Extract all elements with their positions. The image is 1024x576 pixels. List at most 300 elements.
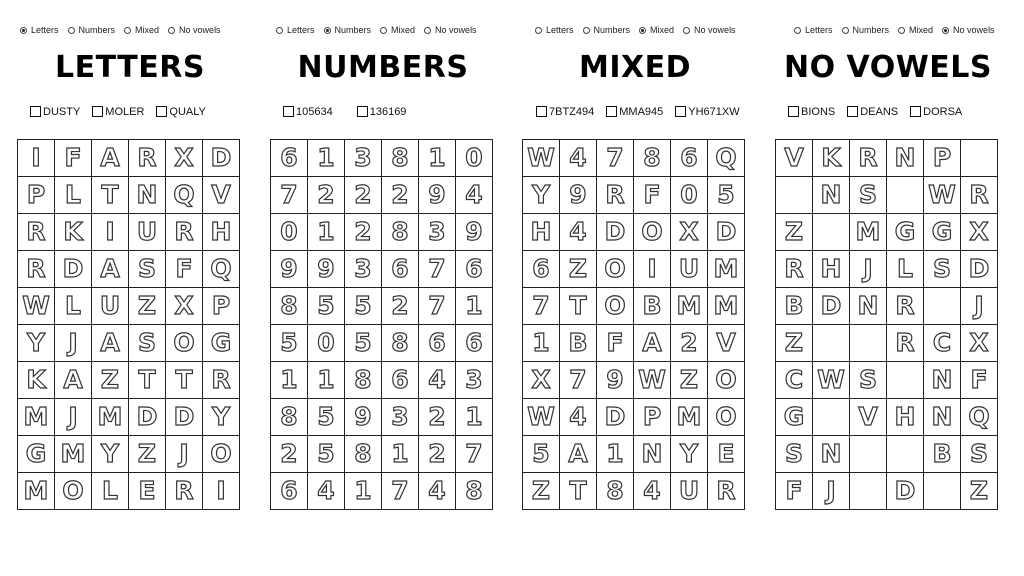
grid-cell[interactable] (813, 399, 850, 436)
grid-cell[interactable] (961, 140, 998, 177)
grid-cell[interactable] (776, 214, 813, 251)
radio-label: Mixed (135, 25, 160, 35)
cell-character: 1 (606, 439, 624, 468)
checkbox-icon[interactable] (847, 106, 858, 117)
grid-cell[interactable] (634, 325, 671, 362)
grid-cell[interactable] (850, 436, 887, 473)
grid-cell[interactable] (92, 251, 129, 288)
cell-character: R (858, 143, 878, 172)
grid-cell[interactable] (523, 325, 560, 362)
grid-cell[interactable] (850, 399, 887, 436)
word-item[interactable] (156, 106, 205, 118)
grid-cell[interactable] (708, 399, 745, 436)
grid-cell[interactable] (634, 140, 671, 177)
radio-no-vowels[interactable] (683, 25, 736, 35)
grid-cell[interactable] (55, 399, 92, 436)
grid-cell[interactable] (456, 362, 493, 399)
grid-cell[interactable] (203, 362, 240, 399)
grid-cell[interactable] (92, 177, 129, 214)
grid-cell[interactable] (776, 436, 813, 473)
checkbox-icon[interactable] (156, 106, 167, 117)
grid-cell[interactable] (92, 288, 129, 325)
grid-cell[interactable] (597, 325, 634, 362)
word-item[interactable] (675, 106, 739, 118)
word-item[interactable] (606, 106, 663, 118)
grid-cell[interactable] (634, 399, 671, 436)
grid-cell[interactable] (961, 251, 998, 288)
grid-cell[interactable] (850, 251, 887, 288)
grid-cell[interactable] (887, 436, 924, 473)
grid-cell[interactable] (776, 288, 813, 325)
grid-cell[interactable] (129, 325, 166, 362)
grid-cell[interactable] (523, 362, 560, 399)
grid-cell[interactable] (456, 399, 493, 436)
cell-character: C (784, 365, 804, 394)
grid-cell[interactable] (813, 177, 850, 214)
grid-cell[interactable] (924, 362, 961, 399)
grid-cell[interactable] (560, 399, 597, 436)
grid-cell[interactable] (597, 177, 634, 214)
grid-cell[interactable] (924, 436, 961, 473)
grid-cell[interactable] (924, 214, 961, 251)
cell-character: X (969, 328, 989, 357)
grid-cell[interactable] (129, 436, 166, 473)
radio-mixed[interactable] (639, 25, 674, 35)
panel-title: MIXED (578, 50, 692, 85)
grid-cell[interactable] (271, 214, 308, 251)
grid-cell[interactable] (924, 177, 961, 214)
grid-cell[interactable] (924, 325, 961, 362)
grid-cell[interactable] (419, 362, 456, 399)
grid-cell[interactable] (597, 140, 634, 177)
grid-cell[interactable] (813, 214, 850, 251)
grid-cell[interactable] (634, 251, 671, 288)
grid-cell[interactable] (345, 473, 382, 510)
grid-cell[interactable] (308, 436, 345, 473)
grid-cell[interactable] (92, 399, 129, 436)
grid-cell[interactable] (456, 251, 493, 288)
grid-cell[interactable] (887, 362, 924, 399)
radio-numbers[interactable] (324, 25, 372, 35)
grid-cell[interactable] (597, 362, 634, 399)
grid-cell[interactable] (419, 251, 456, 288)
grid-cell[interactable] (634, 473, 671, 510)
grid-cell[interactable] (166, 288, 203, 325)
grid-cell[interactable] (203, 473, 240, 510)
checkbox-icon[interactable] (92, 106, 103, 117)
radio-letters[interactable] (276, 25, 315, 35)
grid-cell[interactable] (308, 325, 345, 362)
grid-cell[interactable] (708, 251, 745, 288)
grid-cell[interactable] (203, 288, 240, 325)
grid-cell[interactable] (708, 288, 745, 325)
grid-cell[interactable] (271, 140, 308, 177)
grid-cell[interactable] (271, 251, 308, 288)
grid-cell[interactable] (18, 140, 55, 177)
grid-cell[interactable] (813, 362, 850, 399)
grid-cell[interactable] (382, 399, 419, 436)
grid-cell[interactable] (419, 214, 456, 251)
grid-cell[interactable] (92, 325, 129, 362)
grid-cell[interactable] (850, 140, 887, 177)
grid-cell[interactable] (456, 473, 493, 510)
grid-cell[interactable] (345, 325, 382, 362)
grid-cell[interactable] (708, 362, 745, 399)
grid-cell[interactable] (850, 214, 887, 251)
grid-cell[interactable] (129, 362, 166, 399)
grid-cell[interactable] (456, 140, 493, 177)
radio-no-vowels[interactable] (424, 25, 477, 35)
grid-cell[interactable] (345, 288, 382, 325)
grid-cell[interactable] (708, 177, 745, 214)
checkbox-icon[interactable] (357, 106, 368, 117)
grid-cell[interactable] (18, 288, 55, 325)
grid-cell[interactable] (634, 436, 671, 473)
grid-cell[interactable] (166, 140, 203, 177)
radio-label: Numbers (334, 25, 372, 35)
grid-cell[interactable] (597, 288, 634, 325)
grid-cell[interactable] (18, 251, 55, 288)
grid-cell[interactable] (597, 473, 634, 510)
radio-label: Letters (31, 25, 59, 35)
grid-cell[interactable] (776, 325, 813, 362)
grid-cell[interactable] (203, 399, 240, 436)
grid-cell[interactable] (560, 140, 597, 177)
grid-cell[interactable] (166, 436, 203, 473)
grid-cell[interactable] (203, 140, 240, 177)
grid-cell[interactable] (887, 177, 924, 214)
radio-letters[interactable] (794, 25, 833, 35)
grid-cell[interactable] (708, 140, 745, 177)
grid-cell[interactable] (708, 473, 745, 510)
cell-character: 7 (428, 291, 446, 320)
grid-cell[interactable] (271, 436, 308, 473)
grid-cell[interactable] (597, 251, 634, 288)
grid-cell[interactable] (887, 251, 924, 288)
grid-cell[interactable] (382, 177, 419, 214)
grid-cell[interactable] (203, 251, 240, 288)
grid-cell[interactable] (308, 251, 345, 288)
grid-cell[interactable] (671, 436, 708, 473)
grid-cell[interactable] (671, 325, 708, 362)
radio-numbers[interactable] (68, 25, 116, 35)
grid-cell[interactable] (708, 436, 745, 473)
grid-cell[interactable] (308, 362, 345, 399)
grid-cell[interactable] (166, 399, 203, 436)
checkbox-icon[interactable] (606, 106, 617, 117)
grid-cell[interactable] (776, 473, 813, 510)
word-item[interactable] (30, 106, 80, 118)
grid-cell[interactable] (887, 399, 924, 436)
grid-cell[interactable] (18, 436, 55, 473)
grid-cell[interactable] (776, 251, 813, 288)
radio-no-vowels[interactable] (168, 25, 221, 35)
grid-cell[interactable] (671, 177, 708, 214)
checkbox-icon[interactable] (788, 106, 799, 117)
word-item[interactable] (847, 106, 898, 118)
grid-cell[interactable] (523, 177, 560, 214)
grid-cell[interactable] (92, 436, 129, 473)
radio-mixed[interactable] (124, 25, 159, 35)
grid-cell[interactable] (345, 436, 382, 473)
grid-row (18, 177, 240, 214)
grid-cell[interactable] (55, 288, 92, 325)
grid-cell[interactable] (382, 288, 419, 325)
grid-cell[interactable] (671, 251, 708, 288)
grid-cell[interactable] (382, 436, 419, 473)
grid-cell[interactable] (961, 436, 998, 473)
grid-cell[interactable] (560, 436, 597, 473)
cell-character: H (894, 402, 916, 431)
grid-cell[interactable] (55, 140, 92, 177)
grid-cell[interactable] (166, 177, 203, 214)
grid-cell[interactable] (560, 325, 597, 362)
grid-cell[interactable] (419, 288, 456, 325)
word-item[interactable] (788, 106, 835, 118)
grid-cell[interactable] (456, 288, 493, 325)
grid-cell[interactable] (776, 177, 813, 214)
grid-cell[interactable] (166, 251, 203, 288)
grid-cell[interactable] (961, 473, 998, 510)
grid-cell[interactable] (18, 177, 55, 214)
grid-cell[interactable] (850, 325, 887, 362)
grid-cell[interactable] (419, 399, 456, 436)
grid-cell[interactable] (523, 436, 560, 473)
radio-numbers[interactable] (842, 25, 890, 35)
grid-cell[interactable] (129, 288, 166, 325)
grid-cell[interactable] (271, 399, 308, 436)
grid-cell[interactable] (203, 436, 240, 473)
grid-cell[interactable] (345, 140, 382, 177)
grid-cell[interactable] (345, 399, 382, 436)
grid-cell[interactable] (55, 251, 92, 288)
grid-cell[interactable] (308, 214, 345, 251)
grid-cell[interactable] (456, 177, 493, 214)
grid-cell[interactable] (308, 140, 345, 177)
checkbox-icon[interactable] (675, 106, 686, 117)
cell-character: O (210, 439, 232, 468)
grid-cell[interactable] (92, 140, 129, 177)
grid-cell[interactable] (166, 325, 203, 362)
grid-cell[interactable] (813, 288, 850, 325)
grid-cell[interactable] (813, 436, 850, 473)
checkbox-icon[interactable] (536, 106, 547, 117)
grid-cell[interactable] (887, 214, 924, 251)
grid-cell[interactable] (271, 473, 308, 510)
grid-cell[interactable] (129, 251, 166, 288)
grid-cell[interactable] (634, 288, 671, 325)
grid-cell[interactable] (887, 325, 924, 362)
grid-cell[interactable] (129, 399, 166, 436)
grid-cell[interactable] (523, 214, 560, 251)
grid-cell[interactable] (308, 399, 345, 436)
grid-cell[interactable] (271, 362, 308, 399)
grid-cell[interactable] (708, 325, 745, 362)
grid-cell[interactable] (634, 362, 671, 399)
grid-cell[interactable] (18, 399, 55, 436)
grid-cell[interactable] (419, 177, 456, 214)
grid-cell[interactable] (850, 288, 887, 325)
grid-cell[interactable] (271, 288, 308, 325)
grid-cell[interactable] (523, 288, 560, 325)
grid-cell[interactable] (776, 399, 813, 436)
grid-cell[interactable] (345, 251, 382, 288)
word-item[interactable] (910, 106, 962, 118)
word-item[interactable] (92, 106, 144, 118)
radio-letters[interactable] (20, 25, 59, 35)
grid-cell[interactable] (887, 288, 924, 325)
grid-cell[interactable] (671, 473, 708, 510)
grid-cell[interactable] (92, 214, 129, 251)
grid-cell[interactable] (813, 473, 850, 510)
grid-cell[interactable] (166, 214, 203, 251)
grid-cell[interactable] (924, 288, 961, 325)
grid-cell[interactable] (560, 362, 597, 399)
grid-cell[interactable] (924, 399, 961, 436)
checkbox-icon[interactable] (30, 106, 41, 117)
cell-character: Y (26, 328, 46, 357)
grid-cell[interactable] (419, 325, 456, 362)
grid-cell[interactable] (597, 214, 634, 251)
grid-cell[interactable] (961, 325, 998, 362)
radio-label: Mixed (909, 25, 934, 35)
grid-cell[interactable] (456, 436, 493, 473)
grid-cell[interactable] (203, 177, 240, 214)
grid-cell[interactable] (55, 473, 92, 510)
grid-cell[interactable] (961, 177, 998, 214)
grid-cell[interactable] (55, 325, 92, 362)
grid-row (18, 140, 240, 177)
grid-cell[interactable] (671, 399, 708, 436)
grid-cell[interactable] (671, 214, 708, 251)
grid-cell[interactable] (55, 436, 92, 473)
grid-cell[interactable] (961, 362, 998, 399)
grid-cell[interactable] (924, 251, 961, 288)
word-item[interactable] (357, 106, 407, 118)
word-item[interactable] (536, 106, 594, 118)
grid-cell[interactable] (634, 177, 671, 214)
cell-character: F (175, 254, 193, 283)
grid-cell[interactable] (961, 288, 998, 325)
grid-cell[interactable] (271, 177, 308, 214)
grid-cell[interactable] (776, 140, 813, 177)
grid-cell[interactable] (18, 214, 55, 251)
grid-cell[interactable] (634, 214, 671, 251)
cell-character: P (26, 180, 46, 209)
radio-numbers[interactable] (583, 25, 631, 35)
radio-label: Numbers (852, 25, 890, 35)
grid-cell[interactable] (961, 399, 998, 436)
grid-cell[interactable] (776, 362, 813, 399)
grid-cell[interactable] (813, 140, 850, 177)
grid-cell[interactable] (456, 214, 493, 251)
grid-cell[interactable] (419, 473, 456, 510)
radio-mixed[interactable] (898, 25, 933, 35)
grid-cell[interactable] (308, 177, 345, 214)
grid-cell[interactable] (345, 214, 382, 251)
grid-cell[interactable] (166, 362, 203, 399)
grid-cell[interactable] (523, 140, 560, 177)
grid-cell[interactable] (308, 473, 345, 510)
grid-cell[interactable] (203, 325, 240, 362)
grid-cell[interactable] (560, 251, 597, 288)
checkbox-icon[interactable] (283, 106, 294, 117)
grid-cell[interactable] (961, 214, 998, 251)
grid-cell[interactable] (671, 140, 708, 177)
grid-cell[interactable] (382, 362, 419, 399)
grid-cell[interactable] (55, 214, 92, 251)
grid-cell[interactable] (92, 362, 129, 399)
grid-cell[interactable] (523, 473, 560, 510)
grid-cell[interactable] (129, 140, 166, 177)
grid-cell[interactable] (203, 214, 240, 251)
grid-cell[interactable] (382, 214, 419, 251)
grid-cell[interactable] (129, 214, 166, 251)
grid-cell[interactable] (671, 288, 708, 325)
cell-character: A (100, 254, 120, 283)
panel-title: NUMBERS (297, 50, 469, 85)
grid-cell[interactable] (560, 177, 597, 214)
grid-cell[interactable] (924, 473, 961, 510)
grid-cell[interactable] (55, 362, 92, 399)
grid-cell[interactable] (850, 177, 887, 214)
grid-cell[interactable] (419, 436, 456, 473)
grid-cell[interactable] (671, 362, 708, 399)
grid-cell[interactable] (560, 214, 597, 251)
radio-no-vowels[interactable] (942, 25, 995, 35)
grid-cell[interactable] (813, 251, 850, 288)
grid-cell[interactable] (55, 177, 92, 214)
grid-cell[interactable] (345, 362, 382, 399)
grid-cell[interactable] (18, 473, 55, 510)
grid-cell[interactable] (597, 399, 634, 436)
grid-cell[interactable] (18, 362, 55, 399)
grid-cell[interactable] (887, 140, 924, 177)
grid-cell[interactable] (560, 288, 597, 325)
grid-cell[interactable] (382, 251, 419, 288)
grid-cell[interactable] (523, 251, 560, 288)
radio-letters[interactable] (535, 25, 574, 35)
grid-cell[interactable] (813, 325, 850, 362)
grid-cell[interactable] (129, 473, 166, 510)
grid-cell[interactable] (523, 399, 560, 436)
grid-cell[interactable] (597, 436, 634, 473)
grid-cell[interactable] (887, 473, 924, 510)
grid-cell[interactable] (129, 177, 166, 214)
grid-cell[interactable] (850, 362, 887, 399)
grid-cell[interactable] (382, 325, 419, 362)
grid-cell[interactable] (708, 214, 745, 251)
grid-cell[interactable] (560, 473, 597, 510)
grid-cell[interactable] (92, 473, 129, 510)
grid-cell[interactable] (308, 288, 345, 325)
grid-cell[interactable] (382, 473, 419, 510)
cell-character: 4 (569, 143, 587, 172)
grid-cell[interactable] (271, 325, 308, 362)
grid-cell[interactable] (456, 325, 493, 362)
grid-cell[interactable] (166, 473, 203, 510)
grid-cell[interactable] (419, 140, 456, 177)
word-item[interactable] (283, 106, 333, 118)
grid-cell[interactable] (382, 140, 419, 177)
grid-cell[interactable] (345, 177, 382, 214)
grid-cell[interactable] (924, 140, 961, 177)
grid-cell[interactable] (18, 325, 55, 362)
grid-cell[interactable] (850, 473, 887, 510)
cell-character: N (820, 439, 842, 468)
checkbox-icon[interactable] (910, 106, 921, 117)
radio-mixed[interactable] (380, 25, 415, 35)
